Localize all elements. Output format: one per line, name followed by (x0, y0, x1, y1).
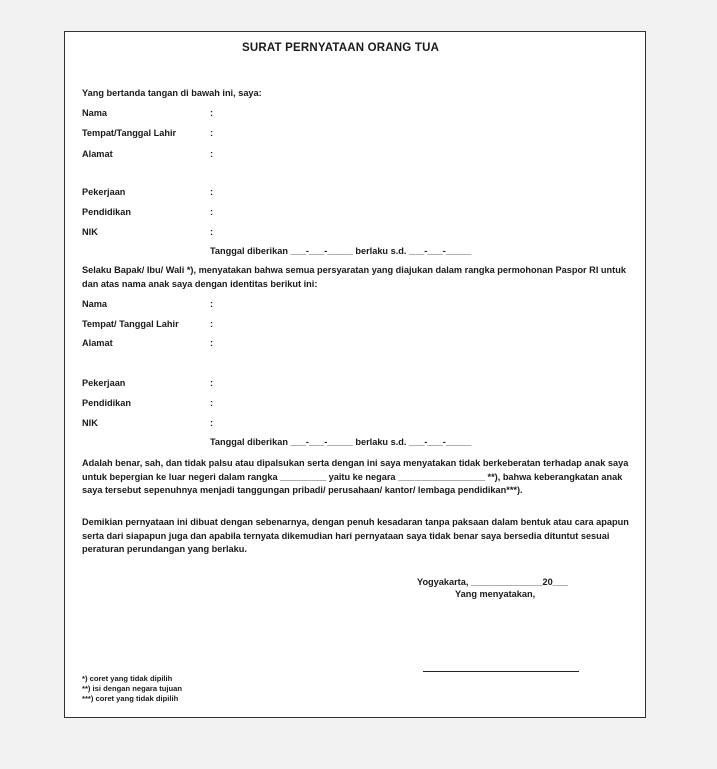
place-date: Yogyakarta, ______________20___ (417, 577, 569, 587)
document-page (64, 31, 646, 718)
parent-field-colon: : (210, 227, 214, 237)
statement-closing: Demikian pernyataan ini dibuat dengan sebenarnya, dengan penuh kesadaran tanpa paksaan dalam bentuk atau cara apapun serta dari siapapun juga dan apabila ternyata dikemudian hari pernyataan saya tidak benar saya bersedia dituntut sesuai peraturan perundangan yang berlaku. (82, 517, 629, 555)
parent-field-colon: : (210, 187, 214, 197)
parent-field-label: NIK (82, 227, 98, 237)
parent-field-colon: : (210, 108, 214, 118)
parent-issue-date-line: Tanggal diberikan ___-___-_____ berlaku s.d. ___-___-_____ (210, 246, 472, 256)
statement-permission: Adalah benar, sah, dan tidak palsu atau dipalsukan serta dengan ini saya menyatakan tidak berkeberatan terhadap anak saya untuk bepergian ke luar negeri dalam rangka _________ yaitu ke negara _________________ **), bahwa keberangkatan anak saya tersebut sepenuhnya menjadi tanggungan pribadi/ perusahaan/ kantor/ lembaga pendidikan***). (82, 458, 629, 496)
footnote: ***) coret yang tidak dipilih (82, 694, 179, 703)
child-field-colon: : (210, 338, 214, 348)
child-field-label: Nama (82, 299, 108, 309)
parent-field-label: Alamat (82, 149, 113, 159)
child-field-colon: : (210, 378, 214, 388)
parent-field-colon: : (210, 207, 214, 217)
document-title: SURAT PERNYATAAN ORANG TUA (242, 42, 440, 54)
parent-field-colon: : (210, 149, 214, 159)
parent-field-label: Pekerjaan (82, 187, 126, 197)
parent-field-label: Pendidikan (82, 207, 132, 217)
child-field-label: Pendidikan (82, 398, 132, 408)
child-field-label: Pekerjaan (82, 378, 126, 388)
parent-field-label: Nama (82, 108, 108, 118)
child-field-label: Tempat/ Tanggal Lahir (82, 319, 179, 329)
parent-field-label: Tempat/Tanggal Lahir (82, 128, 177, 138)
child-field-colon: : (210, 418, 214, 428)
child-field-colon: : (210, 319, 214, 329)
child-field-label: Alamat (82, 338, 113, 348)
signer-label: Yang menyatakan, (455, 589, 536, 599)
footnote: *) coret yang tidak dipilih (82, 674, 173, 683)
child-field-colon: : (210, 299, 214, 309)
child-field-colon: : (210, 398, 214, 408)
child-issue-date-line: Tanggal diberikan ___-___-_____ berlaku s.d. ___-___-_____ (210, 437, 472, 447)
child-field-label: NIK (82, 418, 98, 428)
statement-parent-role: Selaku Bapak/ Ibu/ Wali *), menyatakan bahwa semua persyaratan yang diajukan dalam rangka permohonan Paspor RI untuk dan atas nama anak saya dengan identitas berikut ini: (82, 265, 626, 289)
footnote: **) isi dengan negara tujuan (82, 684, 183, 693)
signature-line (423, 671, 579, 672)
intro-text: Yang bertanda tangan di bawah ini, saya: (82, 88, 262, 98)
parent-field-colon: : (210, 128, 214, 138)
